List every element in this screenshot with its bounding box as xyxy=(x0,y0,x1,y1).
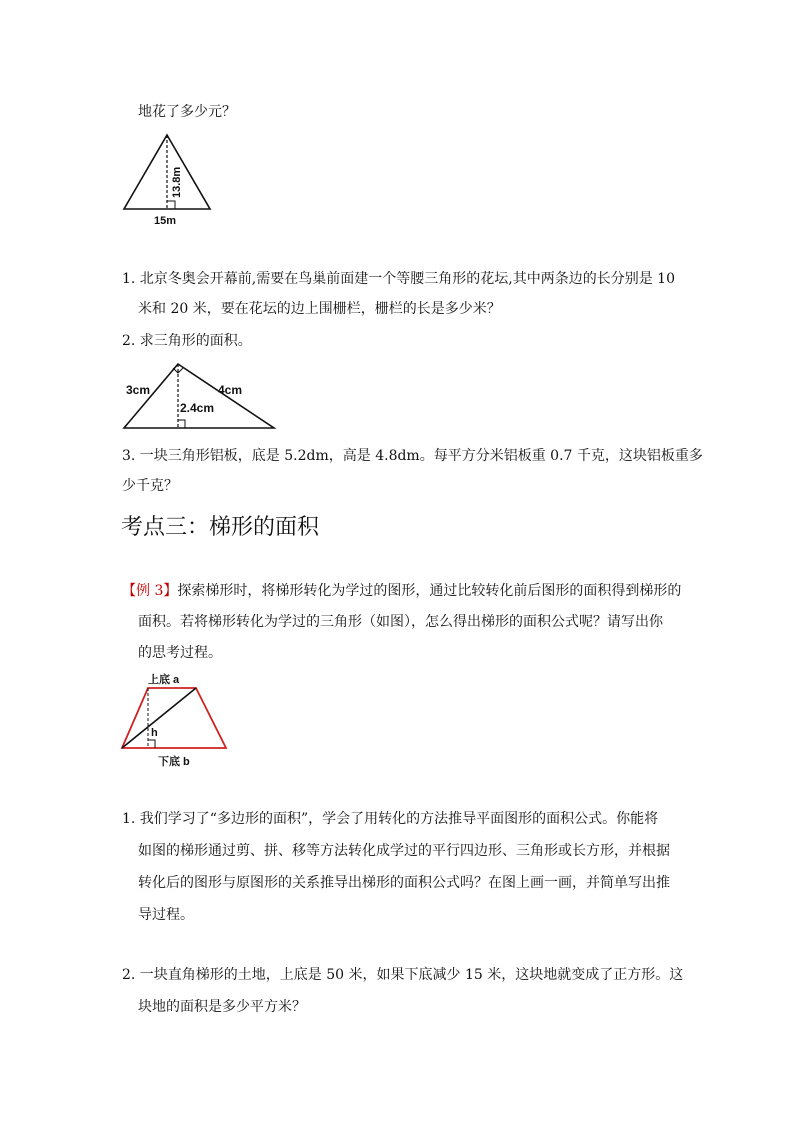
example-line-1 xyxy=(122,581,681,601)
example-line-2: 面积。若将梯形转化为学过的三角形（如图），怎么得出梯形的面积公式呢？请写出你 xyxy=(138,614,663,630)
question-3-line-1: 3. 一块三角形铝板，底是 5.2dm，高是 4.8dm。每平方分米铝板重 0.7 千克，这块铝板重多 xyxy=(122,448,703,464)
question-1-line-1: 1. 北京冬奥会开幕前,需要在鸟巢前面建一个等腰三角形的花坛,其中两条边的长分别是 10 xyxy=(122,271,675,287)
section-heading: 考点三：梯形的面积 xyxy=(121,515,320,540)
top-base-label: 上底 a xyxy=(148,674,180,686)
triangle-figure-1 xyxy=(118,130,218,230)
height-label: 13.8m xyxy=(171,166,183,198)
question-3-line-2: 少千克？ xyxy=(122,478,178,494)
height-label: h xyxy=(151,727,158,739)
right-side-label: 4cm xyxy=(218,383,243,397)
question-continuation: 地花了多少元？ xyxy=(138,104,236,120)
problem-1-line-4: 导过程。 xyxy=(138,907,194,923)
example-line-3: 的思考过程。 xyxy=(138,645,222,661)
question-2: 2. 求三角形的面积。 xyxy=(122,333,252,349)
left-side-label: 3cm xyxy=(126,383,151,397)
bottom-base-label: 下底 b xyxy=(158,756,190,768)
height-label: 2.4cm xyxy=(180,401,215,415)
trapezoid-figure xyxy=(118,670,230,768)
example-text: 探索梯形时，将梯形转化为学过的图形，通过比较转化前后图形的面积得到梯形的 xyxy=(177,583,682,599)
triangle-figure-2 xyxy=(120,360,280,435)
problem-1-line-1: 1. 我们学习了“多边形的面积”，学会了用转化的方法推导平面图形的面积公式。你能将 xyxy=(122,811,659,827)
question-1-line-2: 米和 20 米，要在花坛的边上围栅栏，栅栏的长是多少米？ xyxy=(138,301,501,317)
problem-2-line-2: 块地的面积是多少平方米？ xyxy=(138,999,306,1015)
problem-1-line-3: 转化后的图形与原图形的关系推导出梯形的面积公式吗？在图上画一画，并简单写出推 xyxy=(138,875,670,891)
example-tag: 【例 3】 xyxy=(122,583,178,599)
base-label: 15m xyxy=(154,215,177,227)
problem-2-line-1: 2. 一块直角梯形的土地，上底是 50 米，如果下底减少 15 米，这块地就变成了正方形。这 xyxy=(122,967,684,983)
problem-1-line-2: 如图的梯形通过剪、拼、移等方法转化成学过的平行四边形、三角形或长方形，并根据 xyxy=(138,843,670,859)
